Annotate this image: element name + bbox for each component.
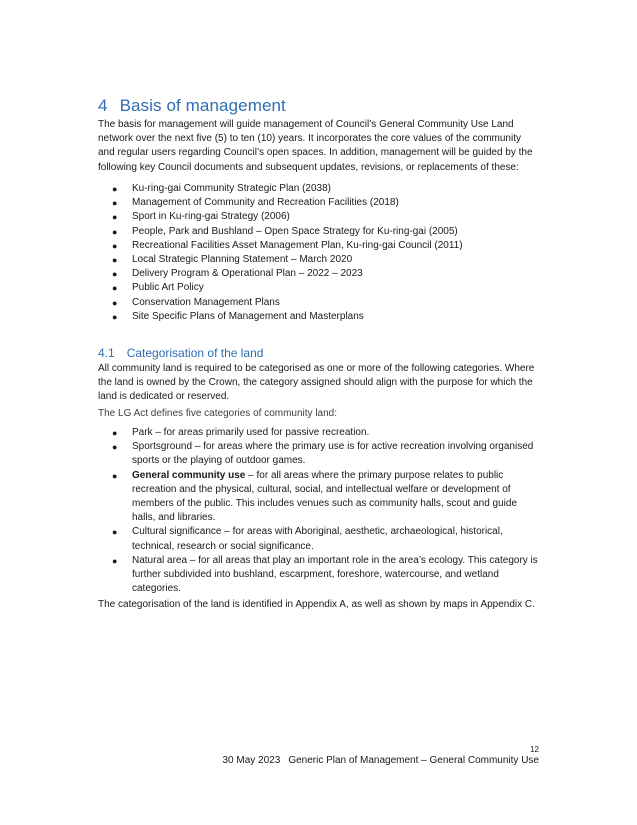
document-list-item [110,296,540,310]
subsection-number: 4.1 [98,346,115,360]
document-list-item [110,239,540,253]
section-heading [98,96,286,116]
category-list-item [110,426,540,440]
document-list-item-text: Recreational Facilities Asset Management Plan, Ku-ring-gai Council (2011) [132,239,463,251]
subsection-heading [98,346,263,360]
subsection-title: Categorisation of the land [126,346,264,360]
bullet-icon: ● [112,269,118,280]
document-list-item-text: Public Art Policy [132,282,204,294]
bullet-icon: ● [112,212,118,223]
document-list-item [110,253,540,267]
category-name: General community use [132,469,246,481]
category-list-item [110,469,540,526]
category-list-item [110,554,540,597]
bullet-icon: ● [112,555,118,566]
category-description: – for all areas where the primary purpose relates to public recreation and the physical, cultural, social, and intellectual welfare or development of members of the public. This includes venues such as community halls, scout and guide halls, and libraries. [132,469,518,524]
section-number: 4 [98,96,108,115]
key-documents-list [110,182,540,324]
document-list-item [110,281,540,295]
bullet-icon: ● [112,527,118,538]
document-list-item [110,196,540,210]
bullet-icon: ● [112,428,118,438]
land-categories-list [110,426,540,596]
document-list-item-text: Local Strategic Planning Statement – March 2020 [132,253,353,265]
bullet-icon: ● [112,297,118,308]
footer-document-title: Generic Plan of Management – General Community Use [288,755,539,766]
document-list-item-text: Sport in Ku-ring-gai Strategy (2006) [132,211,290,223]
bullet-icon: ● [112,184,118,194]
document-list-item [110,225,540,239]
document-list-item-text: Management of Community and Recreation Facilities (2018) [132,197,399,209]
category-list-item [110,525,540,553]
bullet-icon: ● [112,470,118,481]
bullet-icon: ● [112,240,118,251]
category-description: Park – for areas primarily used for passive recreation. [132,427,370,438]
appendix-reference-paragraph: The categorisation of the land is identified in Appendix A, as well as shown by maps in Appendix C. [98,599,535,610]
category-description: Sportsground – for areas where the primary use is for active recreation involving organised sports or the playing of outdoor games. [132,441,534,467]
bullet-icon: ● [112,283,118,294]
section-intro-paragraph: The basis for management will guide management of Council’s General Community Use Land network over the next five (5) to ten (10) years. It incorporates the core values of the community and regular users regarding Council’s open spaces. In addition, management will be guided by the following key Council documents and subsequent updates, revisions, or replacements of these: [98,119,533,173]
category-description: Natural area – for all areas that play an important role in the area’s ecology. This category is further subdivided into bushland, escarpment, foreshore, watercourse, and wetland categories. [132,554,538,595]
document-list-item [110,182,540,196]
document-list-item-text: Ku-ring-gai Community Strategic Plan (2038) [132,183,331,194]
footer-date: 30 May 2023 [222,755,281,766]
categorisation-paragraph: All community land is required to be categorised as one or more of the following categories. Where the land is owned by the Crown, the category assigned should align with the purpose for which the land is dedicated or reserved. [98,363,535,403]
lg-act-paragraph: The LG Act defines five categories of community land: [98,408,338,419]
document-list-item-text: Conservation Management Plans [132,296,280,308]
category-description: Cultural significance – for areas with Aboriginal, aesthetic, archaeological, historical, technical, research or social significance. [132,526,503,552]
bullet-icon: ● [112,226,118,237]
document-list-item [110,210,540,224]
bullet-icon: ● [112,198,118,209]
page-number: 12 [530,745,539,754]
category-list-item [110,440,540,468]
section-title: Basis of management [119,96,286,115]
document-list-item [110,267,540,281]
document-list-item-text: Site Specific Plans of Management and Masterplans [132,310,364,322]
document-list-item-text: Delivery Program & Operational Plan – 2022 – 2023 [132,268,363,280]
bullet-icon: ● [112,311,118,322]
document-list-item [110,310,540,324]
bullet-icon: ● [112,254,118,265]
document-list-item-text: People, Park and Bushland – Open Space Strategy for Ku-ring-gai (2005) [132,225,458,237]
bullet-icon: ● [112,442,118,453]
page-footer [222,755,539,766]
